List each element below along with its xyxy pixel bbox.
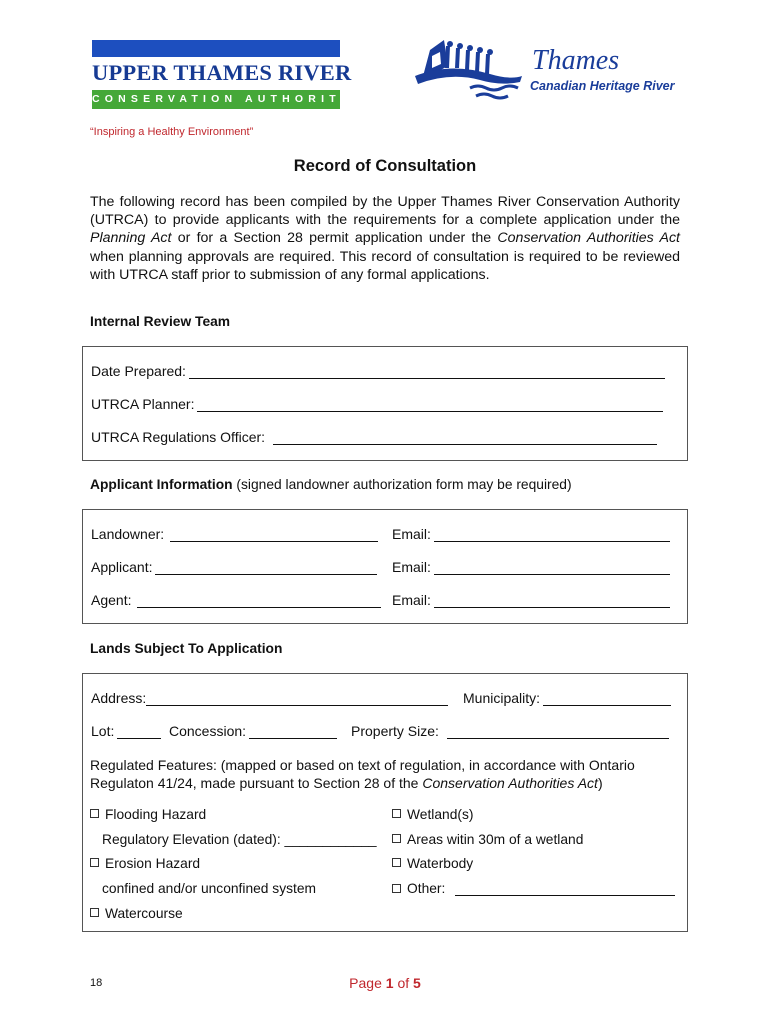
lands-heading: Lands Subject To Application <box>90 641 283 656</box>
watercourse-checkbox[interactable]: Watercourse <box>90 906 183 921</box>
internal-review-heading: Internal Review Team <box>90 314 231 329</box>
lot-field[interactable]: Lot: <box>91 723 161 739</box>
address-field[interactable]: Address: <box>91 690 448 706</box>
tagline: “Inspiring a Healthy Environment” <box>90 126 254 138</box>
confined-system-label: confined and/or unconfined system <box>102 881 316 896</box>
waterbody-checkbox[interactable]: Waterbody <box>392 856 473 871</box>
regulations-officer-field[interactable]: UTRCA Regulations Officer: <box>91 429 657 445</box>
utrca-logo-title: UPPER THAMES RIVER <box>92 60 352 85</box>
applicant-info-heading: Applicant Information (signed landowner authorization form may be required) <box>90 477 572 492</box>
landowner-field[interactable]: Landowner: <box>91 526 378 542</box>
concession-field[interactable]: Concession: <box>169 723 337 739</box>
checkbox-icon <box>90 858 99 867</box>
municipality-field[interactable]: Municipality: <box>463 690 671 706</box>
regulatory-elevation-field[interactable]: Regulatory Elevation (dated): ____________ <box>102 832 377 847</box>
thames-river-logo-icon <box>410 36 525 106</box>
utrca-planner-field[interactable]: UTRCA Planner: <box>91 396 663 412</box>
other-checkbox[interactable]: Other: <box>392 881 675 896</box>
checkbox-icon <box>90 908 99 917</box>
applicant-info-box <box>82 509 688 624</box>
thames-logo-word: Thames <box>532 45 620 76</box>
flooding-hazard-checkbox[interactable]: Flooding Hazard <box>90 807 206 822</box>
document-page-number: 18 <box>90 977 103 989</box>
checkbox-icon <box>392 834 401 843</box>
applicant-field[interactable]: Applicant: <box>91 559 377 575</box>
page-title: Record of Consultation <box>293 157 477 175</box>
thames-logo-subtitle: Canadian Heritage River <box>530 79 675 93</box>
applicant-email-field[interactable]: Email: <box>392 559 670 575</box>
logo-blue-bar <box>92 40 340 57</box>
regulated-features-text: Regulated Features: (mapped or based on text of regulation, in accordance with Ontario Regulaton 41/24, made pursuant to Section 28 of the Conservation Authorities Act) <box>90 757 635 791</box>
date-prepared-field[interactable]: Date Prepared: <box>91 363 665 379</box>
wetlands-checkbox[interactable]: Wetland(s) <box>392 807 473 822</box>
landowner-email-field[interactable]: Email: <box>392 526 670 542</box>
checkbox-icon <box>392 884 401 893</box>
agent-email-field[interactable]: Email: <box>392 592 670 608</box>
intro-paragraph: The following record has been compiled by the Upper Thames River Conservation Authority (UTRCA) to provide applicants with the requirements for a complete application under the Planning Act or for a Section 28 permit application under the Conservation Authorities Act when planning approvals are required. This record of consultation is required to be reviewed with UTRCA staff prior to submission of any formal applications. <box>90 194 680 283</box>
property-size-field[interactable]: Property Size: <box>351 723 669 739</box>
agent-field[interactable]: Agent: <box>91 592 381 608</box>
utrca-logo-subtitle: CONSERVATION AUTHORITY <box>92 90 340 109</box>
areas-30m-checkbox[interactable]: Areas witin 30m of a wetland <box>392 832 583 847</box>
checkbox-icon <box>392 858 401 867</box>
page-indicator: Page 1 of 5 <box>349 975 421 991</box>
checkbox-icon <box>90 809 99 818</box>
checkbox-icon <box>392 809 401 818</box>
erosion-hazard-checkbox[interactable]: Erosion Hazard <box>90 856 200 871</box>
internal-review-box <box>82 346 688 461</box>
